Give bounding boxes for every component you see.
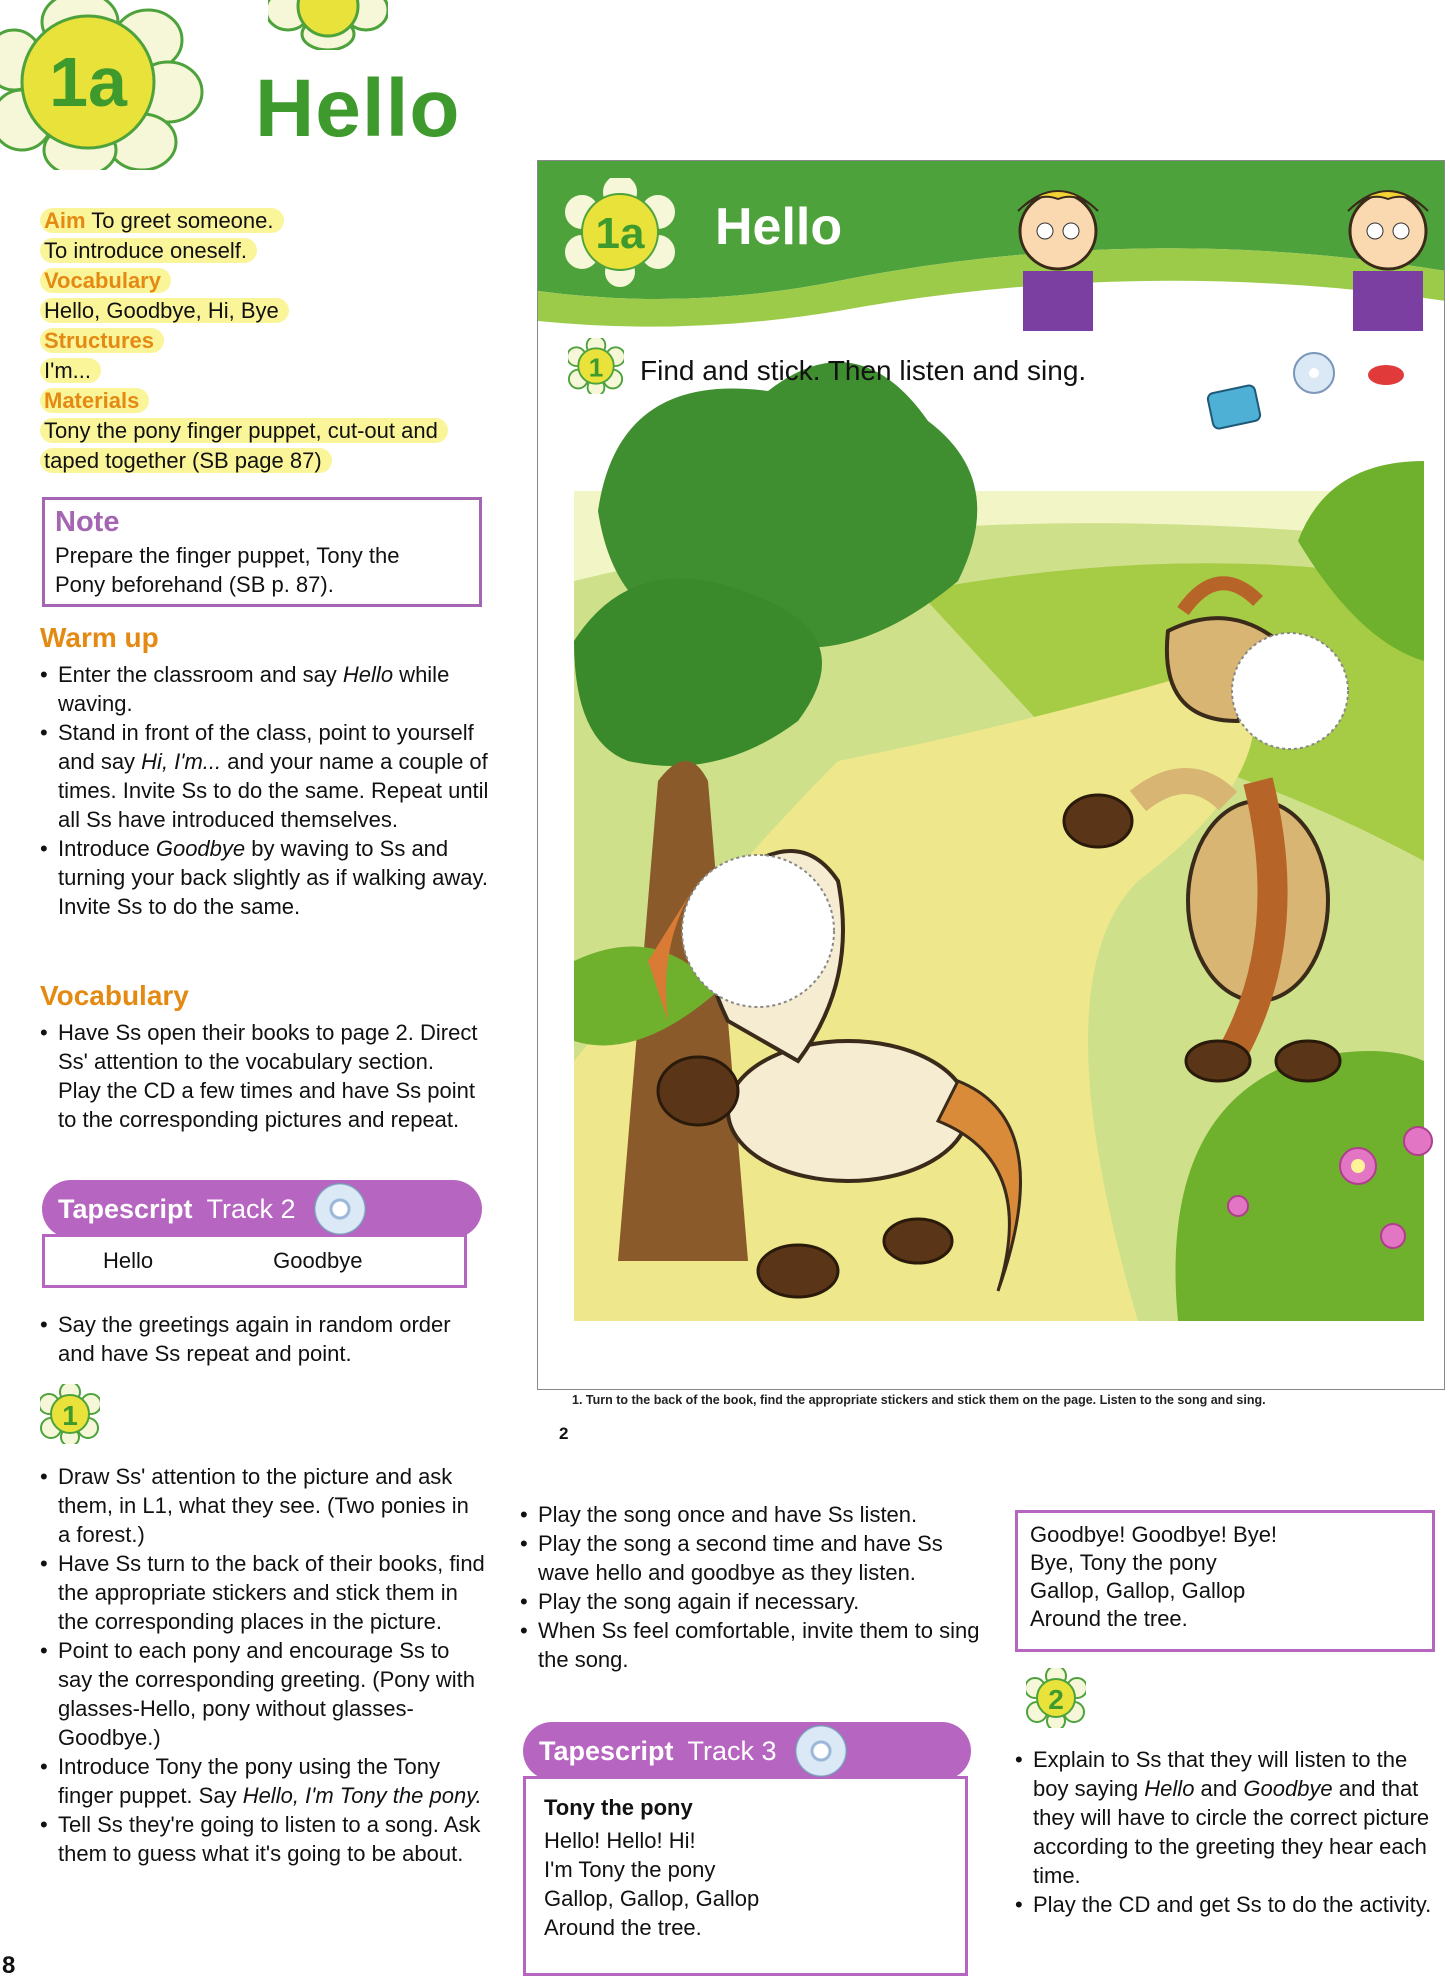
list-item: • Tell Ss they're going to listen to a song. Ask them to guess what it's going to be about. [40,1810,485,1868]
tapescript-header [523,1722,971,1780]
page-number: 8 [2,1952,16,1979]
list-item: • Say the greetings again in random order and have Ss repeat and point. [40,1310,480,1368]
song-line: I'm Tony the pony [544,1857,716,1882]
tapescript-track-3 [523,1722,971,1976]
song-line: Hello! Hello! Hi! [544,1828,696,1853]
note-box [42,497,482,607]
track-label: Track 3 [687,1735,777,1766]
list-item: • Enter the classroom and say Hello while waving. [40,660,495,718]
list-item: • When Ss feel comfortable, invite them to sing the song. [520,1616,980,1674]
cd-icon [314,1183,366,1235]
song-continued-box [1015,1510,1435,1652]
tapescript-label: Tapescript [539,1735,674,1766]
student-book-page [537,160,1445,1390]
list-item: • Play the CD and get Ss to do the activity. [1015,1890,1445,1919]
exercise-instruction: Find and stick. Then listen and sing. [640,355,1087,386]
aim-label: Aim [44,208,86,233]
song-title: Tony the pony [544,1795,693,1820]
top-flower-decoration [268,0,388,50]
structures-label: Structures [40,328,164,353]
activity-number: 2 [1048,1684,1064,1715]
song-line: Around the tree. [544,1915,702,1940]
song-line: Gallop, Gallop, Gallop [544,1886,760,1911]
track-label: Track 2 [206,1193,296,1224]
lesson-info [40,205,490,476]
aim-text: To greet someone. [91,208,274,233]
list-item: • Explain to Ss that they will listen to the boy saying Hello and Goodbye and that they will have to circle the correct picture according to the greeting they hear each time. [1015,1745,1445,1890]
list-item: • Introduce Goodbye by waving to Ss and turning your back slightly as if walking away. Invite Ss to do the same. [40,834,495,921]
vocabulary-section-title: Vocabulary [40,980,189,1011]
activity-2-steps [1015,1745,1445,1919]
list-item: • Stand in front of the class, point to yourself and say Hi, I'm... and your name a couple of times. Invite Ss to do the same. Repeat until all Ss have introduced themselves. [40,718,495,834]
page-title: Hello [255,63,461,154]
lesson-badge-flower [0,0,220,170]
activity-number: 1 [62,1400,78,1431]
list-item: • Draw Ss' attention to the picture and ask them, in L1, what they see. (Two ponies in a forest.) [40,1462,485,1549]
tapescript-label: Tapescript [58,1193,193,1224]
list-item: • Play the song a second time and have Ss wave hello and goodbye as they listen. [520,1529,980,1587]
song-line: Bye, Tony the pony [1030,1550,1217,1575]
list-item: • Introduce Tony the pony using the Tony finger puppet. Say Hello, I'm Tony the pony. [40,1752,485,1810]
book-page-number: 2 [559,1424,569,1443]
book-lesson-badge [560,178,680,288]
book-lesson-code: 1a [595,209,645,258]
list-item: • Play the song once and have Ss listen. [520,1500,980,1529]
exercise-number-flower [568,338,624,394]
note-line: Prepare the finger puppet, Tony the [55,543,400,568]
list-item: • Have Ss open their books to page 2. Direct Ss' attention to the vocabulary section. Play the CD a few times and have Ss point to the corresponding pictures and repeat. [40,1018,480,1134]
song-line: Around the tree. [1030,1606,1188,1631]
warm-up-section [40,622,495,921]
song-line: Goodbye! Goodbye! Bye! [1030,1522,1278,1547]
aim-text-2: To introduce oneself. [40,238,257,263]
list-item: • Have Ss turn to the back of their books, find the appropriate stickers and stick them in the corresponding places in the picture. [40,1549,485,1636]
activity-number-flower [1026,1668,1086,1728]
list-item: • Point to each pony and encourage Ss to say the corresponding greeting. (Pony with glasses-Hello, pony without glasses-Goodbye.) [40,1636,485,1752]
tapescript-header [42,1180,482,1238]
after-track-2 [40,1310,480,1368]
activity-number-flower [40,1384,100,1444]
materials-label: Materials [40,388,149,413]
cd-icon [795,1725,847,1777]
materials-text-1: Tony the pony finger puppet, cut-out and [40,418,448,443]
activity-1-steps [40,1462,485,1868]
exercise-number: 1 [588,352,604,383]
tapescript-content [42,1234,467,1288]
tapescript-word: Goodbye [273,1248,363,1273]
tapescript-track-2 [42,1180,482,1288]
tapescript-word: Hello [103,1248,154,1273]
book-page-title: Hello [715,198,843,256]
note-title: Note [55,506,120,538]
vocabulary-label: Vocabulary [40,268,171,293]
tapescript-content [523,1776,968,1976]
materials-text-2: taped together (SB page 87) [40,448,332,473]
song-steps [520,1500,980,1674]
lesson-code: 1a [49,43,127,121]
structures-text: I'm... [40,358,101,383]
vocabulary-text: Hello, Goodbye, Hi, Bye [40,298,289,323]
book-caption: 1. Turn to the back of the book, find the appropriate stickers and stick them on the page. Listen to the song and sing. [572,1393,1266,1407]
vocabulary-section [40,980,480,1134]
book-illustration [538,161,1445,1390]
song-line: Gallop, Gallop, Gallop [1030,1578,1246,1603]
list-item: • Play the song again if necessary. [520,1587,980,1616]
warm-up-title: Warm up [40,622,159,653]
note-line: Pony beforehand (SB p. 87). [55,572,334,597]
